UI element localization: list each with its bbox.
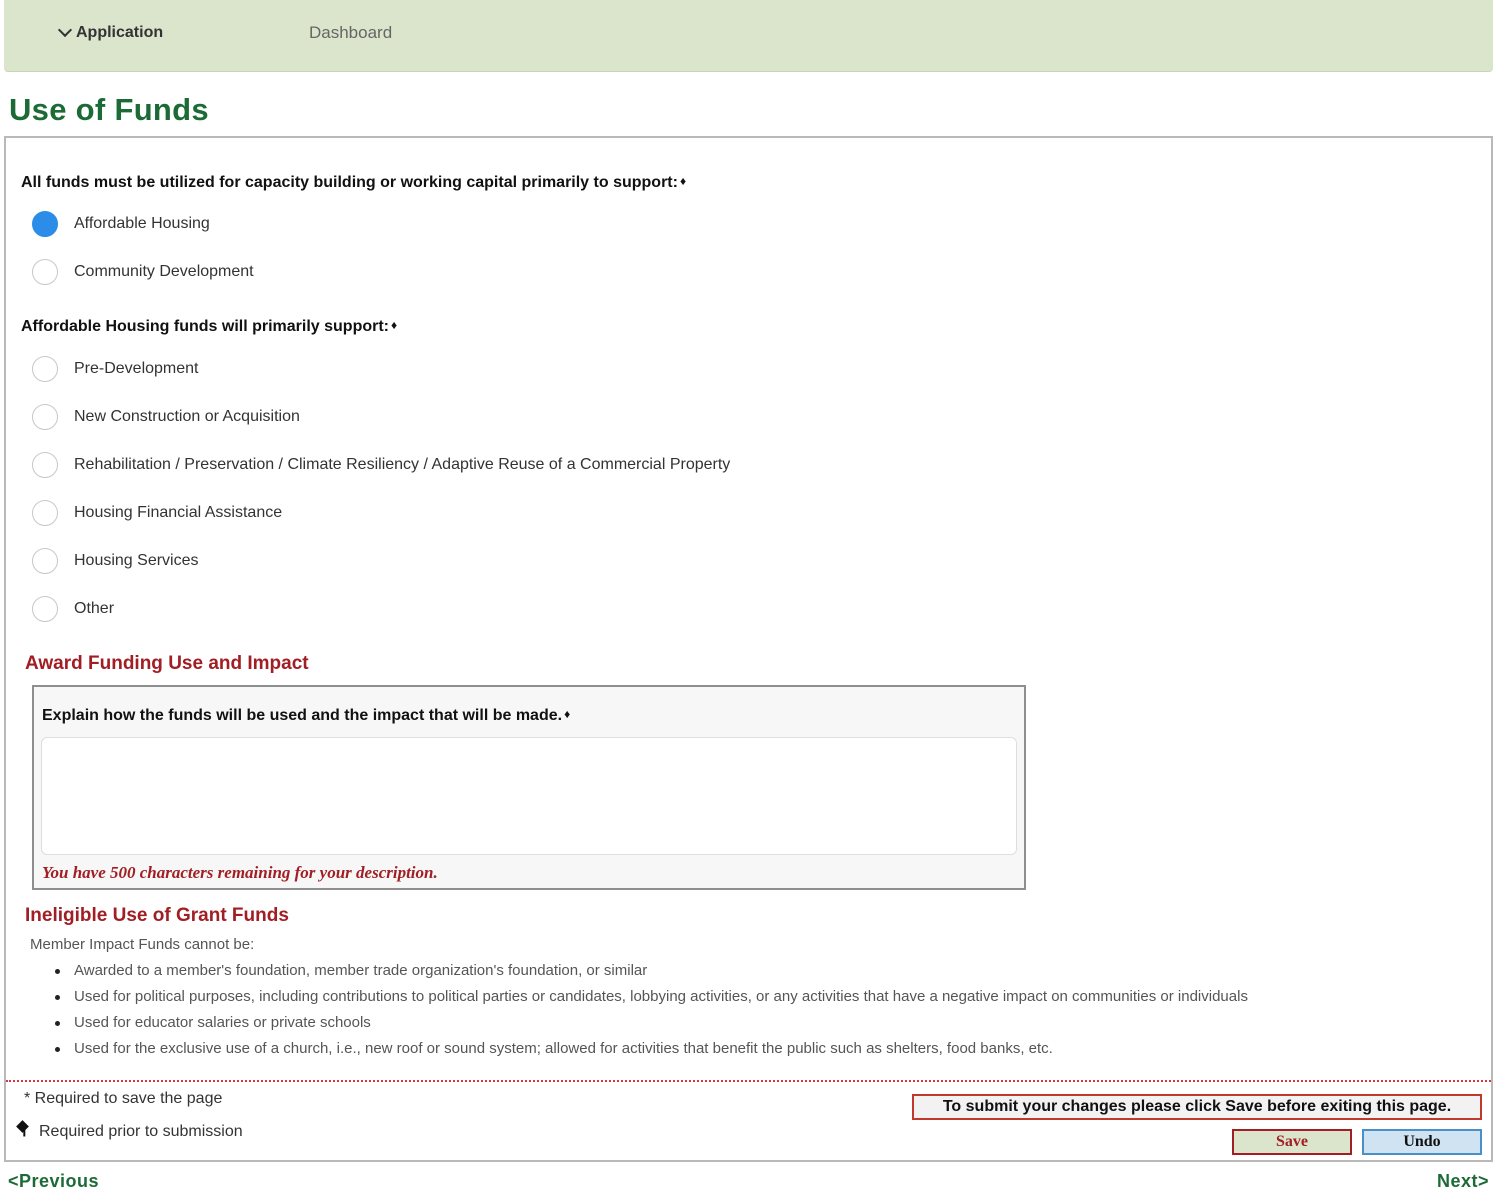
- q1-label: [21, 174, 686, 192]
- tab-dashboard[interactable]: Dashboard: [309, 23, 393, 42]
- radio-unselected-icon[interactable]: [32, 356, 58, 382]
- top-nav-bar: [4, 0, 1493, 72]
- impact-label: [42, 707, 570, 725]
- radio-label: Rehabilitation / Preservation / Climate Resiliency / Adaptive Reuse of a Commercial Property: [74, 456, 731, 473]
- radio-unselected-icon[interactable]: [32, 500, 58, 526]
- required-submit-note: [18, 1123, 243, 1141]
- required-diamond-icon: ♦: [564, 707, 571, 721]
- radio-selected-icon[interactable]: [32, 211, 58, 237]
- radio-community-development[interactable]: [32, 256, 254, 288]
- radio-label: Pre-Development: [74, 360, 199, 377]
- required-save-note: * Required to save the page: [24, 1090, 223, 1107]
- dotted-divider: [6, 1080, 1491, 1082]
- q1-label-text: All funds must be utilized for capacity building or working capital primarily to support:: [21, 174, 678, 191]
- tab-application-label: Application: [76, 24, 164, 41]
- section-heading-ineligible-use: Ineligible Use of Grant Funds: [25, 905, 289, 926]
- impact-field-group: [32, 685, 1026, 890]
- required-diamond-icon: ♦: [679, 174, 687, 188]
- radio-unselected-icon[interactable]: [32, 452, 58, 478]
- radio-affordable-housing[interactable]: [32, 208, 210, 240]
- form-panel: [4, 136, 1493, 1162]
- impact-label-text: Explain how the funds will be used and the impact that will be made.: [42, 707, 563, 724]
- tab-application[interactable]: [60, 24, 163, 42]
- q2-label-text: Affordable Housing funds will primarily support:: [21, 318, 390, 335]
- impact-description-textarea[interactable]: [41, 737, 1017, 855]
- previous-link[interactable]: <Previous: [8, 1171, 100, 1191]
- section-heading-award-funding: Award Funding Use and Impact: [25, 653, 309, 674]
- radio-rehabilitation[interactable]: [32, 449, 730, 481]
- save-button[interactable]: Save: [1232, 1129, 1352, 1155]
- radio-label: Housing Services: [74, 552, 199, 569]
- radio-unselected-icon[interactable]: [32, 596, 58, 622]
- ineligible-intro: Member Impact Funds cannot be:: [30, 936, 255, 953]
- q2-label: [21, 318, 397, 336]
- radio-housing-services[interactable]: [32, 545, 199, 577]
- page-title: Use of Funds: [9, 92, 209, 127]
- radio-label: Other: [74, 600, 115, 617]
- required-submit-text: Required prior to submission: [39, 1123, 243, 1140]
- radio-other[interactable]: [32, 593, 114, 625]
- list-item: Used for political purposes, including contributions to political parties or candidates, lobbying activities, or any activities that have a negative impact on communities or individuals: [30, 984, 1248, 1010]
- list-item: Used for the exclusive use of a church, i.e., new roof or sound system; allowed for activities that benefit the public such as shelters, food banks, etc.: [30, 1036, 1248, 1062]
- radio-new-construction[interactable]: [32, 401, 300, 433]
- radio-label: Community Development: [74, 263, 254, 280]
- required-diamond-icon: ♦: [391, 318, 398, 332]
- undo-button[interactable]: Undo: [1362, 1129, 1482, 1155]
- list-item: Used for educator salaries or private schools: [30, 1010, 1248, 1036]
- ineligible-list: [30, 958, 1248, 1062]
- radio-unselected-icon[interactable]: [32, 548, 58, 574]
- chars-remaining-text: You have 500 characters remaining for your description.: [42, 863, 438, 882]
- radio-pre-development[interactable]: [32, 353, 199, 385]
- submit-reminder-message: To submit your changes please click Save before exiting this page.: [912, 1094, 1482, 1120]
- radio-unselected-icon[interactable]: [32, 259, 58, 285]
- radio-housing-financial-assistance[interactable]: [32, 497, 282, 529]
- radio-unselected-icon[interactable]: [32, 404, 58, 430]
- diamond-icon: [16, 1120, 29, 1133]
- radio-label: New Construction or Acquisition: [74, 408, 300, 425]
- list-item: Awarded to a member's foundation, member trade organization's foundation, or similar: [30, 958, 1248, 984]
- radio-label: Affordable Housing: [74, 215, 210, 232]
- next-link[interactable]: Next>: [1436, 1171, 1489, 1191]
- radio-label: Housing Financial Assistance: [74, 504, 283, 521]
- chevron-down-icon: [58, 23, 72, 37]
